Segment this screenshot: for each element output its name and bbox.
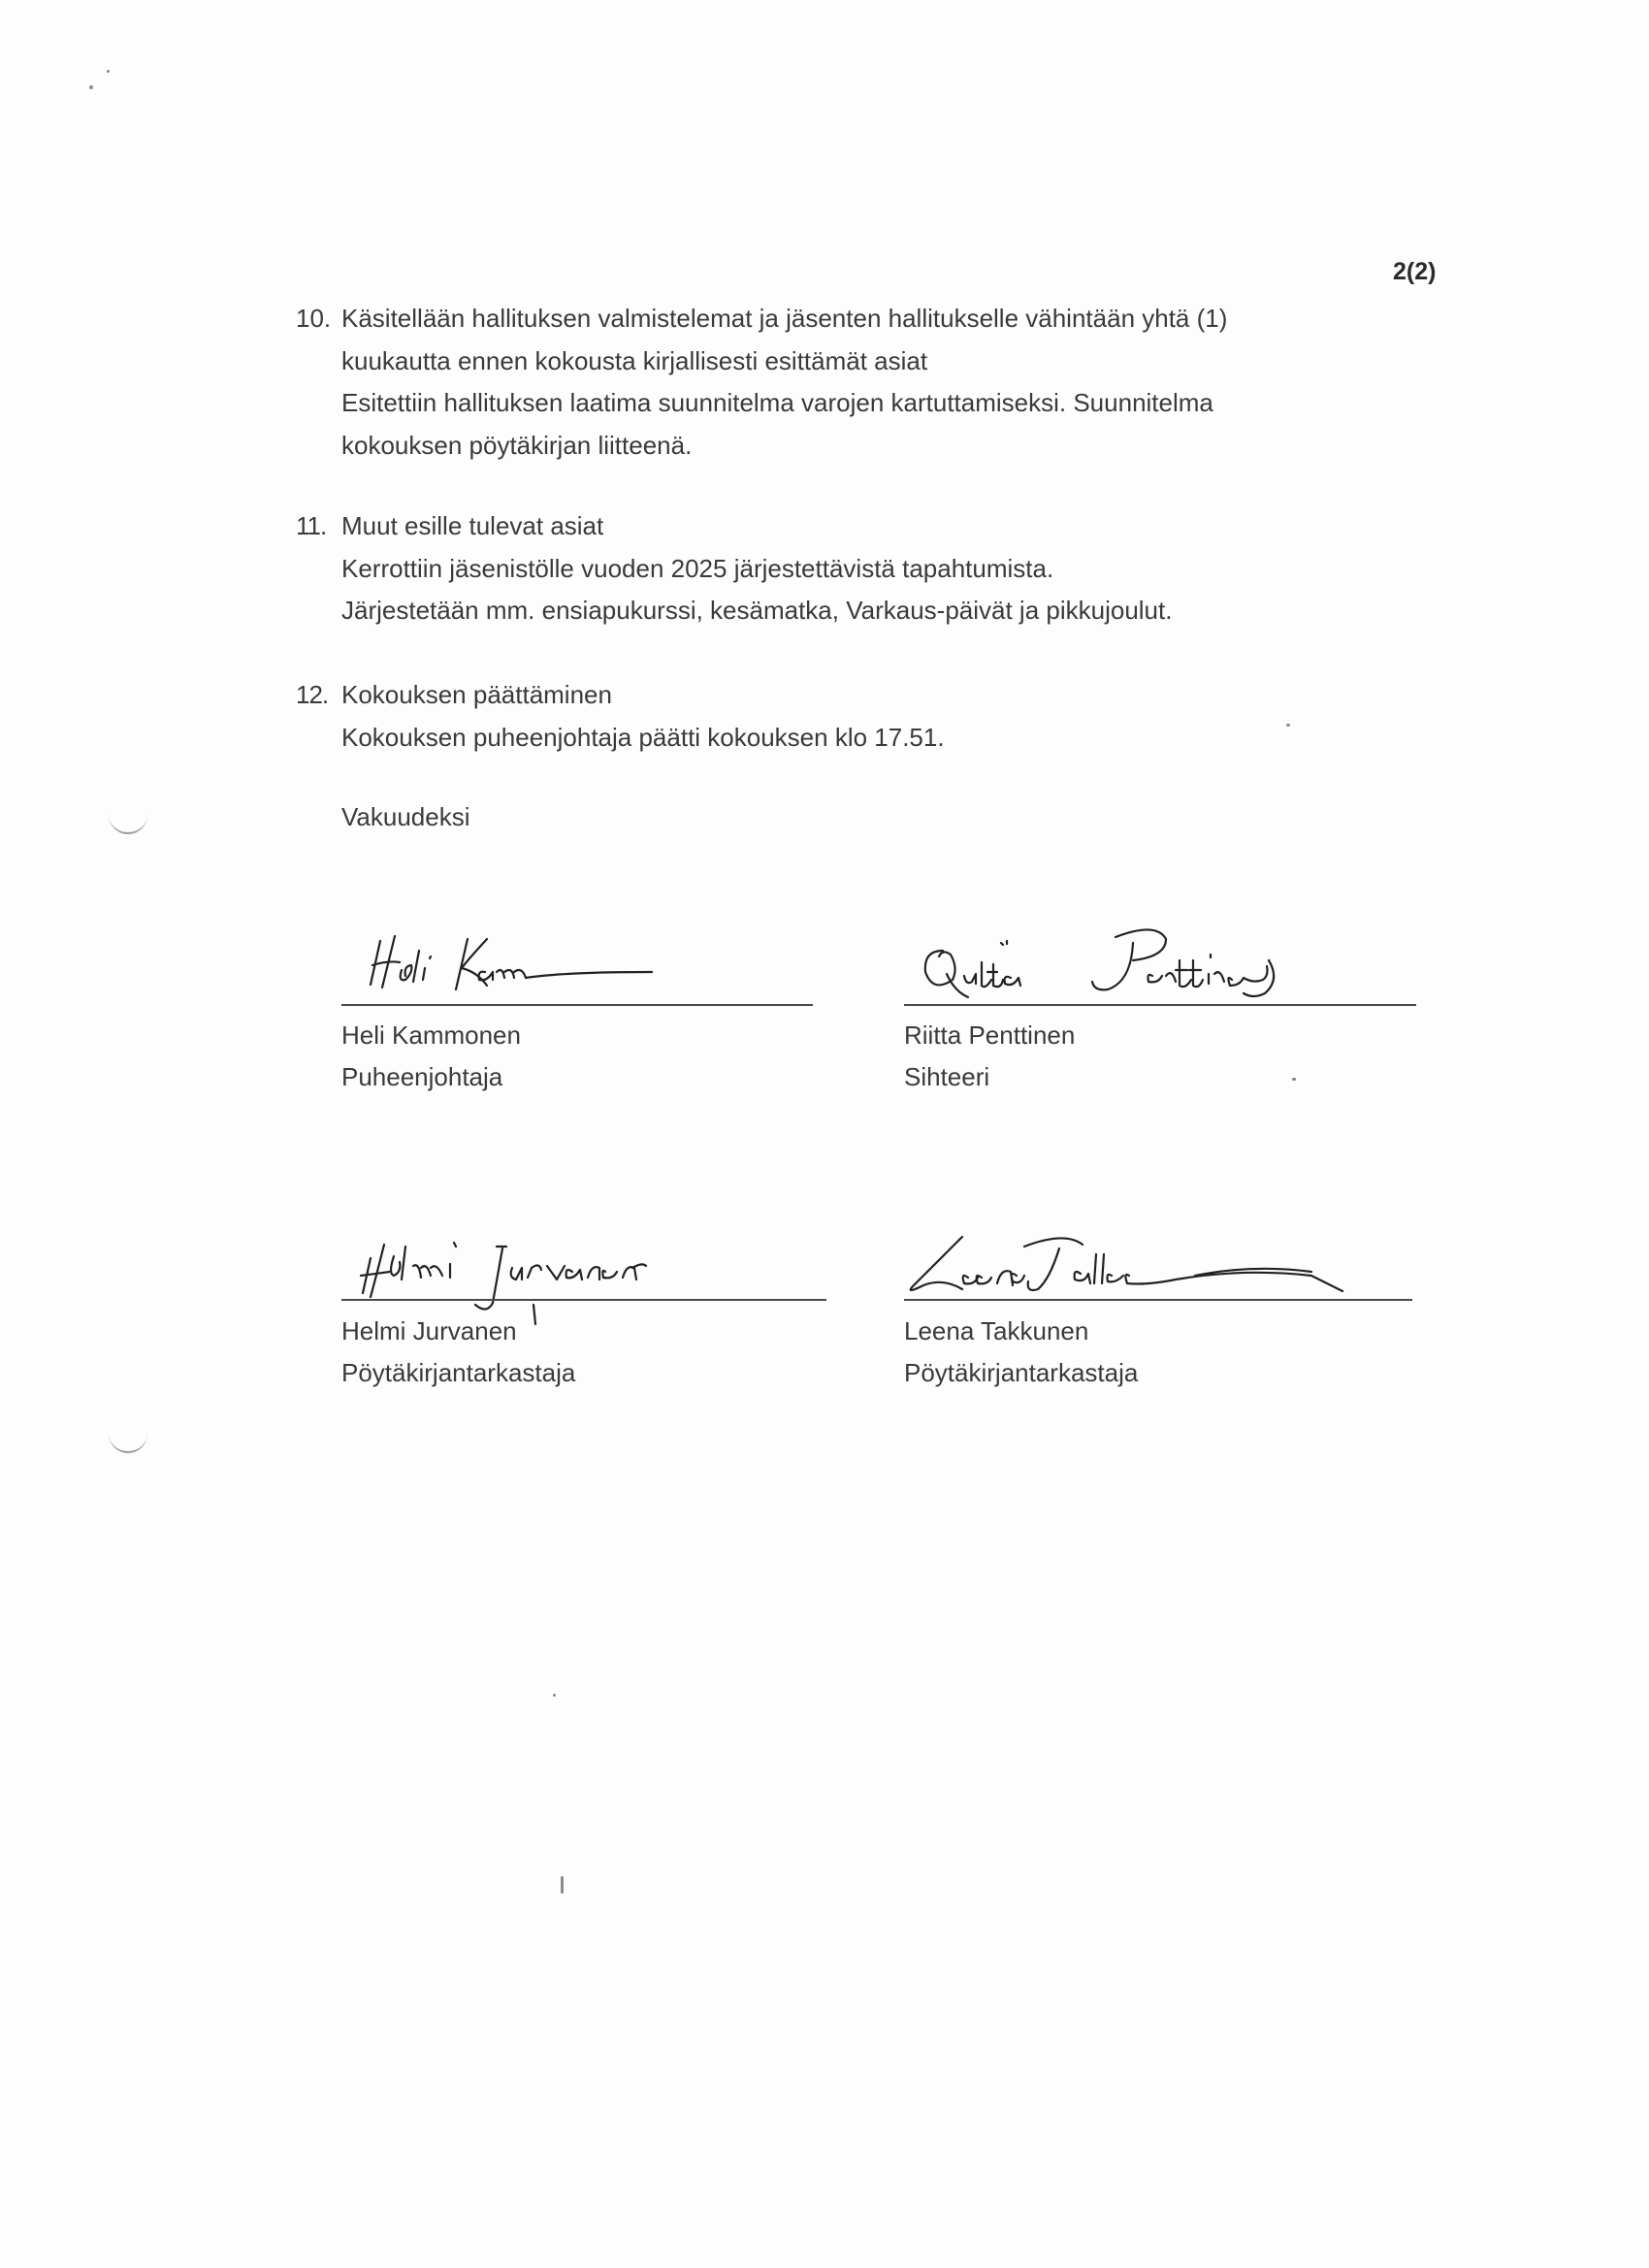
signature-line [904,1299,1412,1301]
handwritten-signature [904,912,1418,1009]
item-text-line: Kokouksen päättäminen [341,680,612,709]
item-text-line: Muut esille tulevat asiat [341,511,604,540]
signatory-role: Sihteeri [904,1062,990,1091]
agenda-item-11 [296,505,1440,632]
scan-speck [89,85,93,89]
item-text-line: Järjestetään mm. ensiapukurssi, kesämatka, Varkaus-päivät ja pikkujoulut. [341,596,1173,625]
item-text-line: Kokouksen puheenjohtaja päätti kokouksen klo 17.51. [341,722,945,752]
item-text-line: Kerrottiin jäsenistölle vuoden 2025 järjestettävistä tapahtumista. [341,553,1054,583]
signatory-name: Heli Kammonen [341,1021,521,1050]
signatory-role: Pöytäkirjantarkastaja [341,1358,576,1387]
item-text-line: Käsitellään hallituksen valmistelemat ja jäsenten hallitukselle vähintään yhtä (1) [341,304,1228,333]
scan-speck [1292,1078,1296,1081]
punch-hole-mark [109,1432,147,1453]
handwritten-signature [904,1208,1418,1305]
agenda-item-12 [296,674,1440,759]
signatory-name: Leena Takkunen [904,1316,1089,1345]
signatory-name: Riitta Penttinen [904,1021,1076,1050]
handwritten-signature [341,1208,846,1305]
signatory-role: Puheenjohtaja [341,1062,503,1091]
item-text-line: kuukautta ennen kokousta kirjallisesti esittämät asiat [341,345,928,375]
page-number: 2(2) [1393,258,1437,285]
signature-line [341,1004,813,1006]
item-number: 11. [296,511,327,540]
punch-hole-mark [109,813,147,834]
signature-line [904,1004,1416,1006]
closing-text: Vakuudeksi [341,802,470,831]
item-number: 10. [296,304,332,333]
item-text-line: Esitettiin hallituksen laatima suunnitelma varojen kartuttamiseksi. Suunnitelma [341,388,1213,417]
item-text-line: kokouksen pöytäkirjan liitteenä. [341,430,693,460]
signatory-role: Pöytäkirjantarkastaja [904,1358,1139,1387]
item-number: 12. [296,680,329,709]
signatory-name: Helmi Jurvanen [341,1316,517,1345]
scan-speck [107,70,110,73]
agenda-item-10 [296,298,1440,467]
scan-speck [553,1694,556,1697]
handwritten-signature [341,912,826,1009]
signature-line [341,1299,826,1301]
scan-speck [561,1876,564,1894]
